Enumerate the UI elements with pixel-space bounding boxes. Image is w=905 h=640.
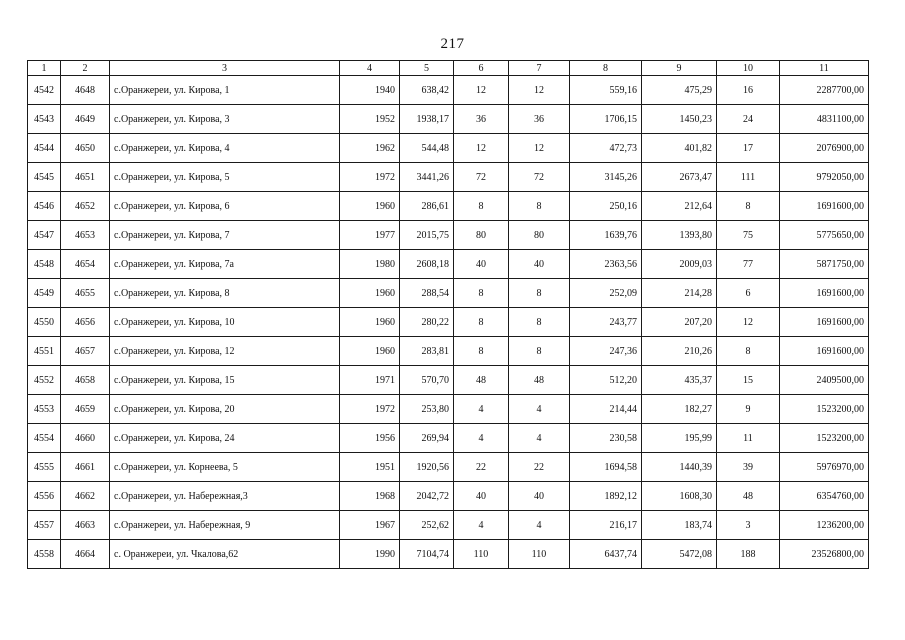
cell-record-no: 4549 [28,279,61,308]
cell-area-col-9: 1450,23 [642,105,717,134]
cell-cost: 1523200,00 [780,424,869,453]
cell-area-col-8: 1694,58 [570,453,642,482]
cell-object-no: 4662 [61,482,110,511]
table-row [28,279,869,308]
cell-col-7: 48 [509,366,570,395]
cell-col-10: 39 [717,453,780,482]
cell-col-10: 16 [717,76,780,105]
cell-object-no: 4659 [61,395,110,424]
cell-area-col-8: 252,09 [570,279,642,308]
cell-year-built: 1980 [340,250,400,279]
cell-record-no: 4542 [28,76,61,105]
cell-area-col-8: 1639,76 [570,221,642,250]
cell-cost: 23526800,00 [780,540,869,569]
cell-total-area: 252,62 [400,511,454,540]
cell-col-7: 4 [509,511,570,540]
cell-area-col-8: 1706,15 [570,105,642,134]
cell-cost: 1691600,00 [780,337,869,366]
cell-address: с.Оранжереи, ул. Набережная, 9 [110,511,340,540]
cell-cost: 5976970,00 [780,453,869,482]
cell-area-col-9: 183,74 [642,511,717,540]
cell-col-6: 8 [454,337,509,366]
cell-total-area: 1938,17 [400,105,454,134]
cell-col-6: 22 [454,453,509,482]
cell-year-built: 1960 [340,192,400,221]
cell-total-area: 286,61 [400,192,454,221]
cell-area-col-8: 250,16 [570,192,642,221]
cell-area-col-8: 559,16 [570,76,642,105]
cell-col-7: 22 [509,453,570,482]
cell-year-built: 1972 [340,395,400,424]
cell-col-10: 6 [717,279,780,308]
table-row [28,511,869,540]
cell-cost: 1691600,00 [780,192,869,221]
cell-area-col-8: 247,36 [570,337,642,366]
table-row [28,366,869,395]
cell-col-7: 12 [509,134,570,163]
cell-area-col-9: 195,99 [642,424,717,453]
cell-col-6: 72 [454,163,509,192]
table-row [28,540,869,569]
cell-area-col-8: 3145,26 [570,163,642,192]
cell-record-no: 4550 [28,308,61,337]
cell-area-col-9: 475,29 [642,76,717,105]
cell-col-6: 12 [454,134,509,163]
cell-year-built: 1951 [340,453,400,482]
cell-address: с.Оранжереи, ул. Кирова, 15 [110,366,340,395]
cell-address: с.Оранжереи, ул. Кирова, 6 [110,192,340,221]
column-header-6: 6 [454,61,509,76]
cell-year-built: 1960 [340,308,400,337]
cell-address: с.Оранжереи, ул. Кирова, 7 [110,221,340,250]
column-header-5: 5 [400,61,454,76]
table-row [28,482,869,511]
cell-col-7: 8 [509,337,570,366]
cell-object-no: 4655 [61,279,110,308]
cell-year-built: 1968 [340,482,400,511]
column-header-11: 11 [780,61,869,76]
cell-year-built: 1971 [340,366,400,395]
column-header-10: 10 [717,61,780,76]
cell-record-no: 4546 [28,192,61,221]
cell-col-6: 12 [454,76,509,105]
cell-total-area: 1920,56 [400,453,454,482]
cell-col-10: 3 [717,511,780,540]
column-header-3: 3 [110,61,340,76]
cell-area-col-8: 6437,74 [570,540,642,569]
table-row [28,163,869,192]
cell-area-col-8: 472,73 [570,134,642,163]
cell-col-7: 110 [509,540,570,569]
cell-col-10: 15 [717,366,780,395]
cell-object-no: 4663 [61,511,110,540]
column-header-4: 4 [340,61,400,76]
cell-total-area: 269,94 [400,424,454,453]
cell-area-col-9: 401,82 [642,134,717,163]
table-row [28,134,869,163]
cell-cost: 1236200,00 [780,511,869,540]
table-row [28,395,869,424]
cell-record-no: 4555 [28,453,61,482]
cell-col-6: 8 [454,279,509,308]
cell-record-no: 4554 [28,424,61,453]
cell-area-col-9: 207,20 [642,308,717,337]
cell-col-6: 4 [454,395,509,424]
cell-area-col-8: 214,44 [570,395,642,424]
cell-year-built: 1960 [340,279,400,308]
cell-total-area: 7104,74 [400,540,454,569]
cell-area-col-9: 2009,03 [642,250,717,279]
cell-col-6: 4 [454,424,509,453]
cell-record-no: 4547 [28,221,61,250]
cell-total-area: 544,48 [400,134,454,163]
cell-total-area: 2608,18 [400,250,454,279]
cell-record-no: 4552 [28,366,61,395]
cell-record-no: 4558 [28,540,61,569]
cell-record-no: 4553 [28,395,61,424]
cell-area-col-9: 212,64 [642,192,717,221]
column-header-8: 8 [570,61,642,76]
cell-area-col-8: 230,58 [570,424,642,453]
cell-cost: 2076900,00 [780,134,869,163]
cell-area-col-8: 512,20 [570,366,642,395]
housing-registry-table [27,60,869,569]
cell-record-no: 4551 [28,337,61,366]
cell-area-col-9: 214,28 [642,279,717,308]
cell-col-10: 12 [717,308,780,337]
table-row [28,337,869,366]
cell-col-7: 8 [509,192,570,221]
cell-object-no: 4651 [61,163,110,192]
cell-year-built: 1977 [340,221,400,250]
cell-col-7: 40 [509,482,570,511]
cell-area-col-9: 182,27 [642,395,717,424]
cell-address: с.Оранжереи, ул. Кирова, 8 [110,279,340,308]
cell-total-area: 283,81 [400,337,454,366]
cell-object-no: 4650 [61,134,110,163]
cell-col-6: 80 [454,221,509,250]
cell-cost: 4831100,00 [780,105,869,134]
cell-year-built: 1990 [340,540,400,569]
cell-address: с. Оранжереи, ул. Чкалова,62 [110,540,340,569]
cell-cost: 6354760,00 [780,482,869,511]
cell-total-area: 2042,72 [400,482,454,511]
cell-address: с.Оранжереи, ул. Кирова, 3 [110,105,340,134]
cell-total-area: 2015,75 [400,221,454,250]
cell-area-col-9: 1393,80 [642,221,717,250]
cell-total-area: 288,54 [400,279,454,308]
cell-cost: 1691600,00 [780,279,869,308]
cell-year-built: 1967 [340,511,400,540]
cell-col-6: 40 [454,250,509,279]
cell-area-col-9: 5472,08 [642,540,717,569]
cell-cost: 5775650,00 [780,221,869,250]
cell-cost: 5871750,00 [780,250,869,279]
column-header-9: 9 [642,61,717,76]
cell-record-no: 4544 [28,134,61,163]
cell-col-10: 17 [717,134,780,163]
column-header-2: 2 [61,61,110,76]
cell-col-6: 4 [454,511,509,540]
cell-total-area: 638,42 [400,76,454,105]
cell-year-built: 1952 [340,105,400,134]
cell-cost: 9792050,00 [780,163,869,192]
cell-total-area: 570,70 [400,366,454,395]
cell-object-no: 4664 [61,540,110,569]
cell-address: с.Оранжереи, ул. Корнеева, 5 [110,453,340,482]
cell-address: с.Оранжереи, ул. Кирова, 1 [110,76,340,105]
column-header-7: 7 [509,61,570,76]
table-row [28,221,869,250]
cell-col-10: 8 [717,192,780,221]
cell-col-10: 75 [717,221,780,250]
cell-area-col-9: 1440,39 [642,453,717,482]
cell-year-built: 1960 [340,337,400,366]
cell-year-built: 1940 [340,76,400,105]
table-row [28,250,869,279]
cell-area-col-9: 2673,47 [642,163,717,192]
cell-total-area: 280,22 [400,308,454,337]
cell-cost: 1523200,00 [780,395,869,424]
cell-area-col-8: 1892,12 [570,482,642,511]
page-number: 217 [440,36,465,52]
cell-address: с.Оранжереи, ул. Кирова, 24 [110,424,340,453]
cell-address: с.Оранжереи, ул. Набережная,3 [110,482,340,511]
table-body [28,76,869,569]
table-row [28,76,869,105]
cell-col-7: 8 [509,308,570,337]
cell-area-col-8: 243,77 [570,308,642,337]
table-row [28,105,869,134]
cell-col-10: 48 [717,482,780,511]
cell-address: с.Оранжереи, ул. Кирова, 4 [110,134,340,163]
cell-area-col-9: 210,26 [642,337,717,366]
cell-col-10: 188 [717,540,780,569]
cell-address: с.Оранжереи, ул. Кирова, 10 [110,308,340,337]
cell-object-no: 4649 [61,105,110,134]
cell-record-no: 4556 [28,482,61,511]
cell-record-no: 4557 [28,511,61,540]
cell-year-built: 1962 [340,134,400,163]
cell-cost: 2409500,00 [780,366,869,395]
cell-col-7: 4 [509,424,570,453]
table-header-row [28,61,869,76]
cell-total-area: 253,80 [400,395,454,424]
cell-record-no: 4543 [28,105,61,134]
cell-col-7: 80 [509,221,570,250]
cell-col-6: 40 [454,482,509,511]
cell-year-built: 1956 [340,424,400,453]
cell-object-no: 4654 [61,250,110,279]
cell-col-10: 24 [717,105,780,134]
cell-col-7: 12 [509,76,570,105]
cell-col-7: 36 [509,105,570,134]
cell-col-6: 8 [454,192,509,221]
cell-object-no: 4661 [61,453,110,482]
cell-col-10: 111 [717,163,780,192]
cell-col-7: 4 [509,395,570,424]
cell-address: с.Оранжереи, ул. Кирова, 12 [110,337,340,366]
cell-record-no: 4545 [28,163,61,192]
cell-col-10: 77 [717,250,780,279]
cell-object-no: 4656 [61,308,110,337]
cell-area-col-9: 435,37 [642,366,717,395]
table-row [28,308,869,337]
cell-col-6: 48 [454,366,509,395]
cell-object-no: 4652 [61,192,110,221]
cell-address: с.Оранжереи, ул. Кирова, 20 [110,395,340,424]
cell-area-col-8: 216,17 [570,511,642,540]
cell-object-no: 4660 [61,424,110,453]
cell-object-no: 4648 [61,76,110,105]
cell-address: с.Оранжереи, ул. Кирова, 5 [110,163,340,192]
cell-object-no: 4653 [61,221,110,250]
cell-object-no: 4658 [61,366,110,395]
cell-address: с.Оранжереи, ул. Кирова, 7а [110,250,340,279]
cell-area-col-8: 2363,56 [570,250,642,279]
cell-col-10: 11 [717,424,780,453]
cell-col-7: 40 [509,250,570,279]
cell-cost: 2287700,00 [780,76,869,105]
column-header-1: 1 [28,61,61,76]
cell-col-7: 8 [509,279,570,308]
cell-col-6: 110 [454,540,509,569]
cell-year-built: 1972 [340,163,400,192]
cell-area-col-9: 1608,30 [642,482,717,511]
cell-total-area: 3441,26 [400,163,454,192]
cell-cost: 1691600,00 [780,308,869,337]
table-row [28,424,869,453]
cell-col-10: 9 [717,395,780,424]
cell-col-6: 36 [454,105,509,134]
cell-col-6: 8 [454,308,509,337]
table-row [28,453,869,482]
cell-col-7: 72 [509,163,570,192]
table-row [28,192,869,221]
cell-record-no: 4548 [28,250,61,279]
cell-object-no: 4657 [61,337,110,366]
cell-col-10: 8 [717,337,780,366]
